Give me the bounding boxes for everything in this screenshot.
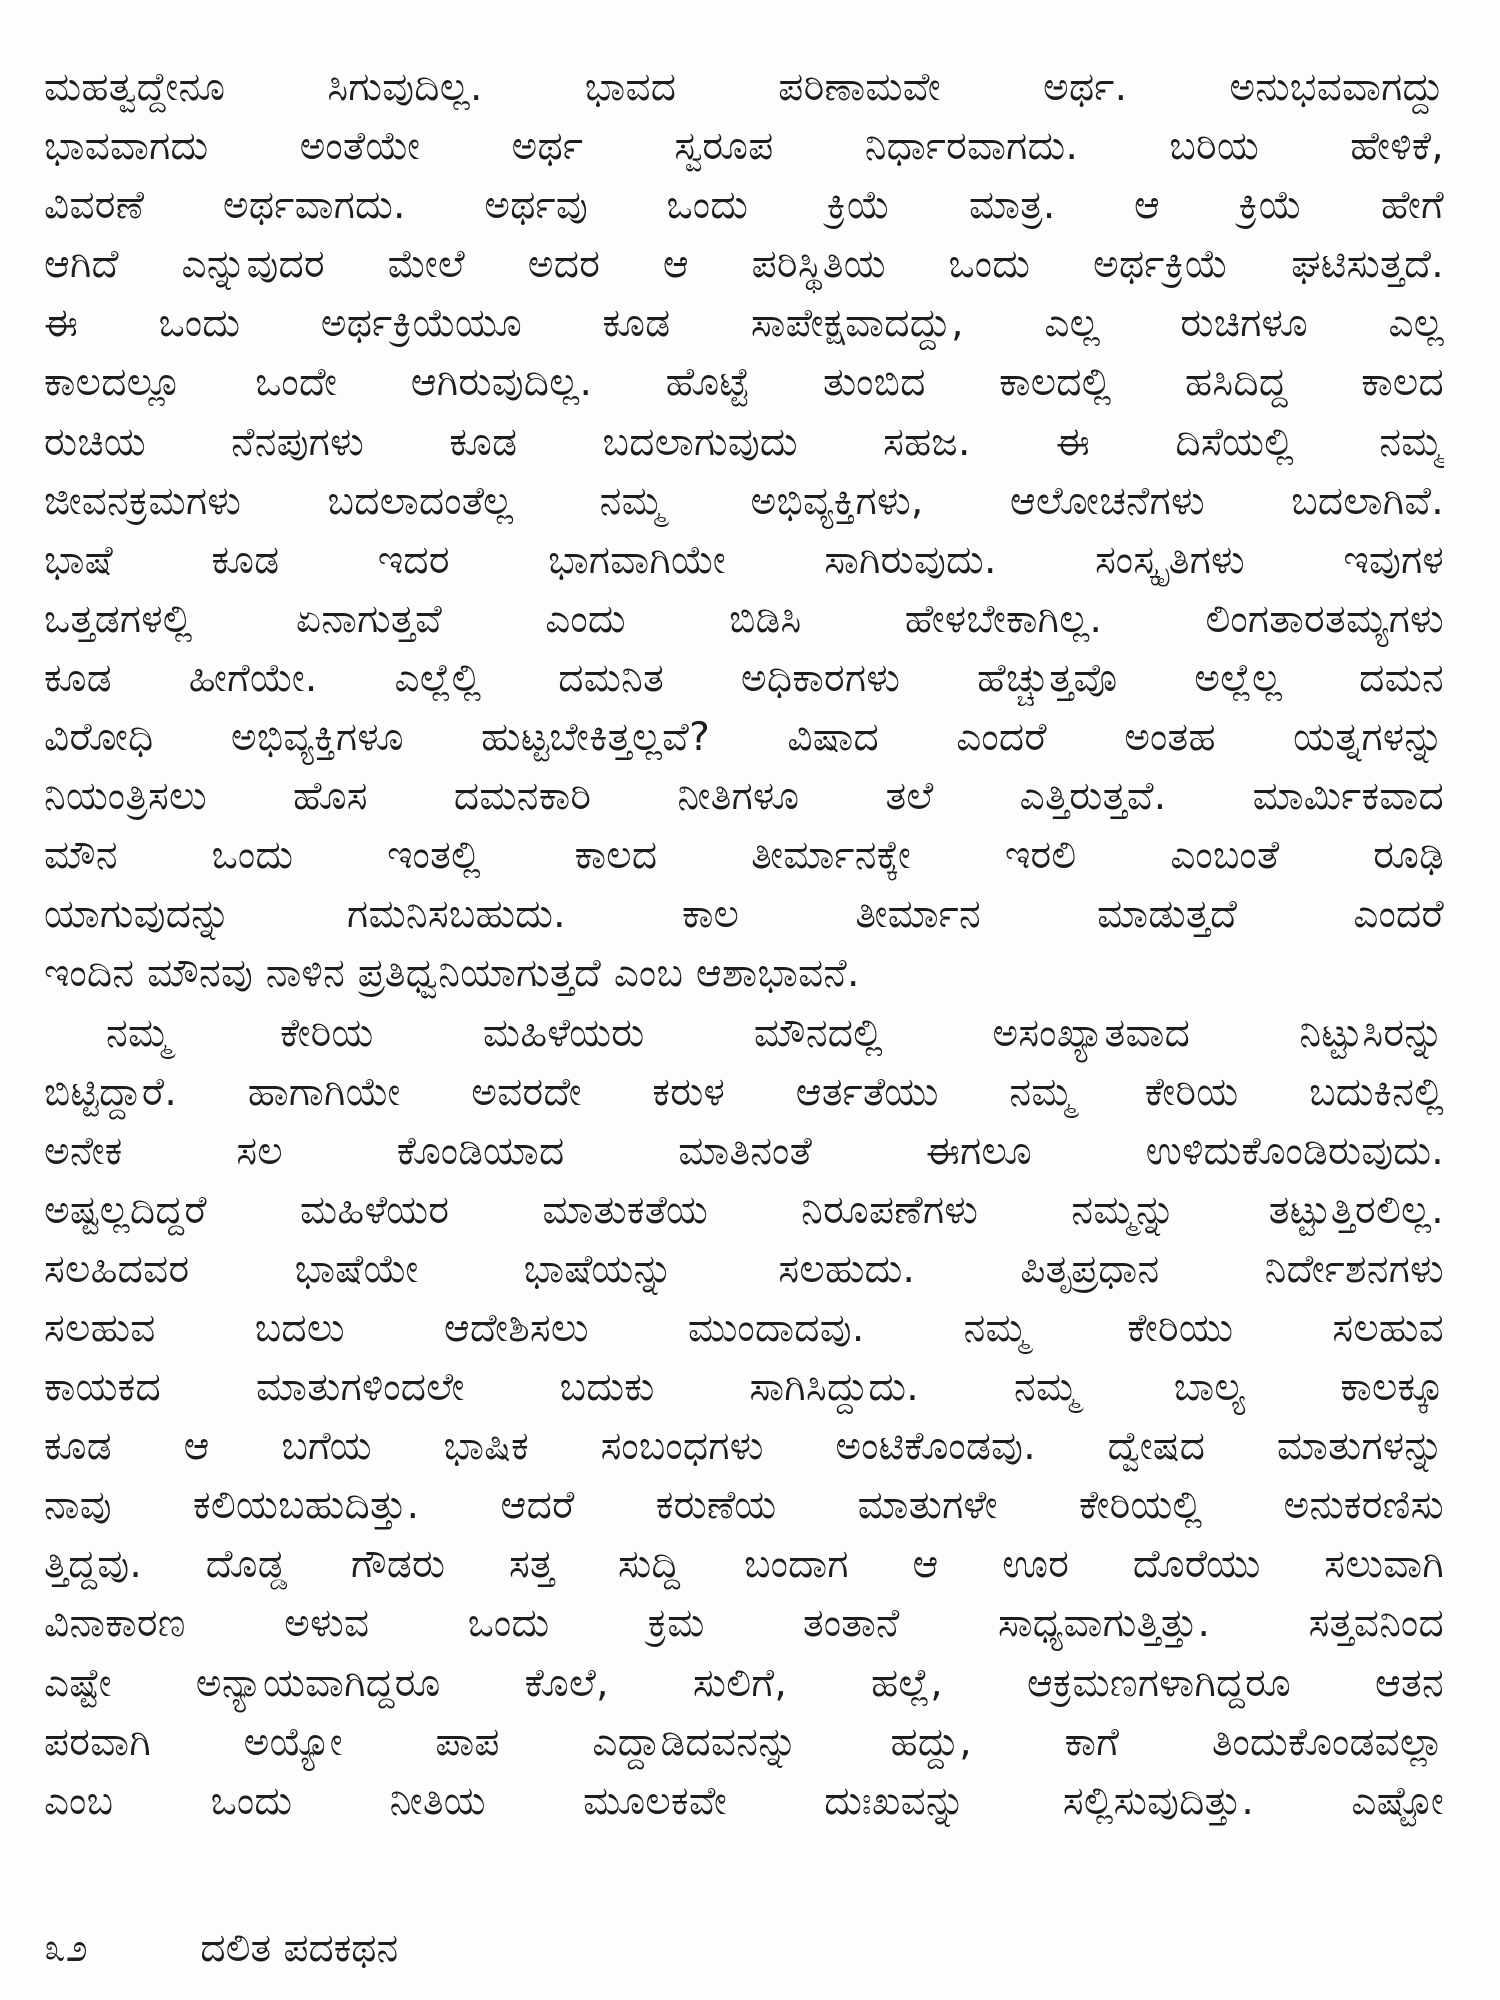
text-line: ತ್ತಿದ್ದವು. ದೊಡ್ಡ ಗೌಡರು ಸತ್ತ ಸುದ್ದಿ ಬಂದಾಗ ಆ ಊರ ದೊರೆಯು ಸಲುವಾಗಿ: [44, 1542, 1444, 1588]
text-line: ಭಾವವಾಗದು ಅಂತೆಯೇ ಅರ್ಥ ಸ್ವರೂಪ ನಿರ್ಧಾರವಾಗದು. ಬರಿಯ ಹೇಳಿಕೆ,: [44, 124, 1444, 170]
text-line: ಭಾಷೆ ಕೂಡ ಇದರ ಭಾಗವಾಗಿಯೇ ಸಾಗಿರುವುದು. ಸಂಸ್ಕೃತಿಗಳು ಇವುಗಳ: [44, 537, 1444, 583]
body-text: [44, 58, 1444, 1831]
text-line: ಅಷ್ಟಲ್ಲದಿದ್ದರೆ ಮಹಿಳೆಯರ ಮಾತುಕತೆಯ ನಿರೂಪಣೆಗಳು ನಮ್ಮನ್ನು ತಟ್ಟುತ್ತಿರಲಿಲ್ಲ.: [44, 1187, 1444, 1233]
paragraph-start-line: ನಮ್ಮ ಕೇರಿಯ ಮಹಿಳೆಯರು ಮೌನದಲ್ಲಿ ಅಸಂಖ್ಯಾತವಾದ ನಿಟ್ಟುಸಿರನ್ನು: [106, 1010, 1444, 1056]
running-title: ದಲಿತ ಪದಕಥನ: [200, 1926, 399, 1971]
text-line: ಕೂಡ ಹೀಗೆಯೇ. ಎಲ್ಲೆಲ್ಲಿ ದಮನಿತ ಅಧಿಕಾರಗಳು ಹೆಚ್ಚುತ್ತವೊ ಅಲ್ಲೆಲ್ಲ ದಮನ: [44, 655, 1444, 701]
text-line: ನಿಯಂತ್ರಿಸಲು ಹೊಸ ದಮನಕಾರಿ ನೀತಿಗಳೂ ತಲೆ ಎತ್ತಿರುತ್ತವೆ. ಮಾರ್ಮಿಕವಾದ: [44, 774, 1444, 820]
text-line: ರುಚಿಯ ನೆನಪುಗಳು ಕೂಡ ಬದಲಾಗುವುದು ಸಹಜ. ಈ ದಿಸೆಯಲ್ಲಿ ನಮ್ಮ: [44, 419, 1444, 465]
text-line: ಪರವಾಗಿ ಅಯ್ಯೋ ಪಾಪ ಎದ್ದಾಡಿದವನನ್ನು ಹದ್ದು, ಕಾಗೆ ತಿಂದುಕೊಂಡವಲ್ಲಾ: [44, 1719, 1444, 1765]
text-line: ಬಿಟ್ಟಿದ್ದಾರೆ. ಹಾಗಾಗಿಯೇ ಅವರದೇ ಕರುಳ ಆರ್ತತೆಯು ನಮ್ಮ ಕೇರಿಯ ಬದುಕಿನಲ್ಲಿ: [44, 1069, 1444, 1115]
text-line: ವಿರೋಧಿ ಅಭಿವ್ಯಕ್ತಿಗಳೂ ಹುಟ್ಟಬೇಕಿತ್ತಲ್ಲವೆ? ವಿಷಾದ ಎಂದರೆ ಅಂತಹ ಯತ್ನಗಳನ್ನು: [44, 715, 1444, 761]
text-line: ಒತ್ತಡಗಳಲ್ಲಿ ಏನಾಗುತ್ತವೆ ಎಂದು ಬಿಡಿಸಿ ಹೇಳಬೇಕಾಗಿಲ್ಲ. ಲಿಂಗತಾರತಮ್ಯಗಳು: [44, 596, 1444, 642]
text-line: ಸಲಹಿದವರ ಭಾಷೆಯೇ ಭಾಷೆಯನ್ನು ಸಲಹುದು. ಪಿತೃಪ್ರಧಾನ ನಿರ್ದೇಶನಗಳು: [44, 1246, 1444, 1292]
text-line: ಕೂಡ ಆ ಬಗೆಯ ಭಾಷಿಕ ಸಂಬಂಧಗಳು ಅಂಟಿಕೊಂಡವು. ದ್ವೇಷದ ಮಾತುಗಳನ್ನು: [44, 1424, 1444, 1470]
text-line: ಸಲಹುವ ಬದಲು ಆದೇಶಿಸಲು ಮುಂದಾದವು. ನಮ್ಮ ಕೇರಿಯು ಸಲಹುವ: [44, 1305, 1444, 1351]
page-footer: [44, 1924, 398, 1974]
text-line: ಎಂಬ ಒಂದು ನೀತಿಯ ಮೂಲಕವೇ ದುಃಖವನ್ನು ಸಲ್ಲಿಸುವುದಿತ್ತು. ಎಷ್ಟೋ: [44, 1778, 1444, 1824]
text-line: ಮೌನ ಒಂದು ಇಂತಲ್ಲಿ ಕಾಲದ ತೀರ್ಮಾನಕ್ಕೇ ಇರಲಿ ಎಂಬಂತೆ ರೂಢಿ: [44, 833, 1444, 879]
text-line: ಎಷ್ಟೇ ಅನ್ಯಾಯವಾಗಿದ್ದರೂ ಕೊಲೆ, ಸುಲಿಗೆ, ಹಲ್ಲೆ, ಆಕ್ರಮಣಗಳಾಗಿದ್ದರೂ ಆತನ: [44, 1660, 1444, 1706]
text-line: ಆಗಿದೆ ಎನ್ನುವುದರ ಮೇಲೆ ಅದರ ಆ ಪರಿಸ್ಥಿತಿಯ ಒಂದು ಅರ್ಥಕ್ರಿಯೆ ಘಟಿಸುತ್ತದೆ.: [44, 242, 1444, 288]
text-line: ಕಾಲದಲ್ಲೂ ಒಂದೇ ಆಗಿರುವುದಿಲ್ಲ. ಹೊಟ್ಟೆ ತುಂಬಿದ ಕಾಲದಲ್ಲಿ ಹಸಿದಿದ್ದ ಕಾಲದ: [44, 360, 1444, 406]
paragraph-end-line: ಇಂದಿನ ಮೌನವು ನಾಳಿನ ಪ್ರತಿಧ್ವನಿಯಾಗುತ್ತದೆ ಎಂಬ ಆಶಾಭಾವನೆ.: [44, 951, 860, 997]
text-line: ನಾವು ಕಲಿಯಬಹುದಿತ್ತು. ಆದರೆ ಕರುಣೆಯ ಮಾತುಗಳೇ ಕೇರಿಯಲ್ಲಿ ಅನುಕರಣಿಸು: [44, 1483, 1444, 1529]
text-line: ಕಾಯಕದ ಮಾತುಗಳಿಂದಲೇ ಬದುಕು ಸಾಗಿಸಿದ್ದುದು. ನಮ್ಮ ಬಾಲ್ಯ ಕಾಲಕ್ಕೂ: [44, 1365, 1444, 1411]
text-line: ಜೀವನಕ್ರಮಗಳು ಬದಲಾದಂತೆಲ್ಲ ನಮ್ಮ ಅಭಿವ್ಯಕ್ತಿಗಳು, ಆಲೋಚನೆಗಳು ಬದಲಾಗಿವೆ.: [44, 478, 1444, 524]
text-line: ವಿನಾಕಾರಣ ಅಳುವ ಒಂದು ಕ್ರಮ ತಂತಾನೆ ಸಾಧ್ಯವಾಗುತ್ತಿತ್ತು. ಸತ್ತವನಿಂದ: [44, 1601, 1444, 1647]
text-line: ಅನೇಕ ಸಲ ಕೊಂಡಿಯಾದ ಮಾತಿನಂತೆ ಈಗಲೂ ಉಳಿದುಕೊಂಡಿರುವುದು.: [44, 1128, 1444, 1174]
text-line: ಯಾಗುವುದನ್ನು ಗಮನಿಸಬಹುದು. ಕಾಲ ತೀರ್ಮಾನ ಮಾಡುತ್ತದೆ ಎಂದರೆ: [44, 892, 1444, 938]
text-line: ವಿವರಣೆ ಅರ್ಥವಾಗದು. ಅರ್ಥವು ಒಂದು ಕ್ರಿಯೆ ಮಾತ್ರ. ಆ ಕ್ರಿಯೆ ಹೇಗೆ: [44, 183, 1444, 229]
page-number: ೩೨: [44, 1926, 88, 1971]
text-line: ಮಹತ್ವದ್ದೇನೂ ಸಿಗುವುದಿಲ್ಲ. ಭಾವದ ಪರಿಣಾಮವೇ ಅರ್ಥ. ಅನುಭವವಾಗದ್ದು: [44, 65, 1444, 110]
text-line: ಈ ಒಂದು ಅರ್ಥಕ್ರಿಯೆಯೂ ಕೂಡ ಸಾಪೇಕ್ಷವಾದದ್ದು, ಎಲ್ಲ ರುಚಿಗಳೂ ಎಲ್ಲ: [44, 301, 1444, 347]
